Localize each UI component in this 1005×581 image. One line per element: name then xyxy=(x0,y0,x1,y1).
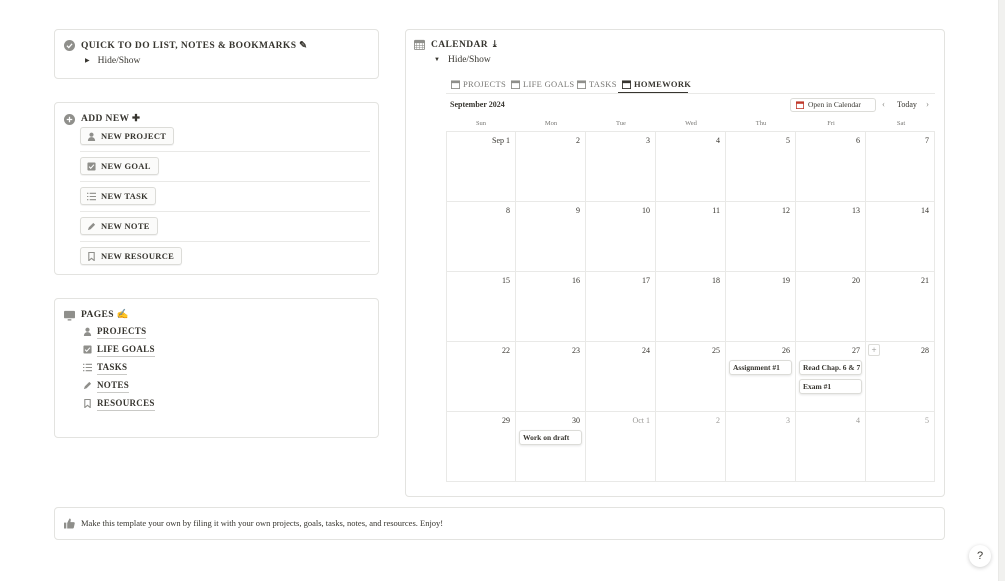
calendar-day-number: 6 xyxy=(856,136,860,145)
divider xyxy=(80,181,370,182)
plus-circle-icon xyxy=(64,114,75,125)
new-project-button[interactable] xyxy=(80,127,174,145)
add-event-plus-icon[interactable]: + xyxy=(868,344,880,356)
tab-label: PROJECTS xyxy=(463,79,507,89)
calendar-day-number: 5 xyxy=(786,136,790,145)
calendar-day-number: 25 xyxy=(712,346,720,355)
page-link-label: NOTES xyxy=(97,378,129,393)
dow-label: Wed xyxy=(685,120,697,127)
dow-label: Tue xyxy=(616,120,626,127)
tabs-divider xyxy=(446,93,935,94)
event-read-chapter[interactable]: Read Chap. 6 & 7 xyxy=(799,360,862,375)
calendar-day-number: 30 xyxy=(572,416,580,425)
calendar-day-cell[interactable] xyxy=(796,272,866,342)
bookmark-icon xyxy=(83,399,92,408)
calendar-day-number: 10 xyxy=(642,206,650,215)
calendar-day-cell[interactable] xyxy=(586,412,656,482)
calendar-day-cell[interactable] xyxy=(866,272,935,342)
calendar-day-cell[interactable] xyxy=(446,412,516,482)
calendar-icon xyxy=(511,80,520,89)
divider xyxy=(80,211,370,212)
tab-label: LIFE GOALS xyxy=(523,79,575,89)
calendar-day-number: Oct 1 xyxy=(632,416,650,425)
thumbs-up-icon xyxy=(64,518,75,529)
dow-label: Sun xyxy=(475,120,487,127)
calendar-icon xyxy=(577,80,586,89)
toggle-label: Hide/Show xyxy=(447,55,491,65)
calendar-day-number: 26 xyxy=(782,346,790,355)
person-icon xyxy=(87,132,96,141)
calendar-day-number: 16 xyxy=(572,276,580,285)
calendar-day-number: 3 xyxy=(786,416,790,425)
page-link-label: LIFE GOALS xyxy=(97,342,155,357)
footer-text: Make this template your own by filing it with your own projects, goals, tasks, notes, and resources. Enjoy! xyxy=(81,518,444,528)
new-task-button[interactable] xyxy=(80,187,156,205)
toggle-triangle-down-icon: ▼ xyxy=(434,57,440,63)
checkbox-icon xyxy=(83,345,92,354)
calendar-day-cell[interactable] xyxy=(656,202,726,272)
calendar-month-label: September 2024 xyxy=(450,100,505,109)
prev-month-icon[interactable]: ‹ xyxy=(882,99,885,109)
help-button[interactable]: ? xyxy=(969,545,991,567)
calendar-day-number: 22 xyxy=(502,346,510,355)
calendar-day-cell[interactable] xyxy=(516,272,586,342)
calendar-day-cell[interactable] xyxy=(866,412,935,482)
calendar-day-cell[interactable] xyxy=(726,202,796,272)
calendar-day-cell[interactable] xyxy=(866,202,935,272)
new-resource-button[interactable] xyxy=(80,247,182,265)
calendar-day-number: 21 xyxy=(921,276,929,285)
monitor-icon xyxy=(64,310,75,321)
pages-title: PAGES ✍ xyxy=(81,310,129,320)
calendar-day-number: 19 xyxy=(782,276,790,285)
calendar-toggle[interactable] xyxy=(434,55,491,65)
calendar-day-cell[interactable] xyxy=(796,202,866,272)
calendar-day-cell[interactable] xyxy=(656,342,726,412)
list-icon xyxy=(87,192,96,201)
calendar-day-number: 28 xyxy=(921,346,929,355)
calendar-day-number: 11 xyxy=(712,206,720,215)
calendar-day-cell[interactable] xyxy=(656,412,726,482)
calendar-day-number: 7 xyxy=(925,136,929,145)
calendar-day-cell[interactable] xyxy=(446,342,516,412)
quick-todo-card xyxy=(54,29,379,79)
tab-label: TASKS xyxy=(589,79,617,89)
calendar-day-number: 3 xyxy=(646,136,650,145)
divider xyxy=(80,151,370,152)
calendar-day-cell[interactable] xyxy=(726,342,796,412)
calendar-day-number: 29 xyxy=(502,416,510,425)
new-goal-button[interactable] xyxy=(80,157,159,175)
event-exam[interactable]: Exam #1 xyxy=(799,379,862,394)
next-month-icon[interactable]: › xyxy=(926,99,929,109)
add-new-card xyxy=(54,102,379,275)
new-note-label: NEW NOTE xyxy=(101,221,150,231)
scrollbar-track[interactable] xyxy=(998,0,1005,581)
page-link-label: TASKS xyxy=(97,360,127,375)
new-project-label: NEW PROJECT xyxy=(101,131,167,141)
calendar-day-cell[interactable] xyxy=(796,132,866,202)
calendar-day-number: 15 xyxy=(502,276,510,285)
calendar-day-cell[interactable] xyxy=(446,272,516,342)
new-task-label: NEW TASK xyxy=(101,191,149,201)
toggle-triangle-icon: ▶ xyxy=(85,58,90,64)
calendar-day-cell[interactable] xyxy=(586,202,656,272)
calendar-day-cell[interactable] xyxy=(796,412,866,482)
dow-label: Sat xyxy=(896,120,906,127)
checkbox-icon xyxy=(87,162,96,171)
bookmark-icon xyxy=(87,252,96,261)
calendar-day-number: 20 xyxy=(852,276,860,285)
page-link-label: RESOURCES xyxy=(97,396,155,411)
calendar-day-cell[interactable] xyxy=(516,412,586,482)
new-resource-label: NEW RESOURCE xyxy=(101,251,175,261)
open-in-calendar-button[interactable] xyxy=(790,98,876,112)
calendar-day-cell[interactable] xyxy=(446,132,516,202)
dow-label: Thu xyxy=(755,120,767,127)
calendar-day-number: 27 xyxy=(852,346,860,355)
calendar-day-cell[interactable] xyxy=(446,202,516,272)
calendar-grid xyxy=(446,131,935,481)
add-new-title: ADD NEW ✚ xyxy=(81,114,141,124)
calendar-day-number: 4 xyxy=(856,416,860,425)
calendar-day-cell[interactable] xyxy=(516,342,586,412)
calendar-day-cell[interactable] xyxy=(656,272,726,342)
calendar-day-cell[interactable] xyxy=(516,202,586,272)
calendar-day-number: 2 xyxy=(576,136,580,145)
calendar-day-cell[interactable] xyxy=(586,342,656,412)
pencil-icon xyxy=(83,381,92,390)
calendar-icon xyxy=(622,80,631,89)
calendar-day-cell[interactable] xyxy=(726,132,796,202)
tab-label: HOMEWORK xyxy=(634,79,692,89)
calendar-day-number: 8 xyxy=(506,206,510,215)
pages-card xyxy=(54,298,379,438)
check-circle-icon xyxy=(64,40,75,51)
calendar-day-cell[interactable] xyxy=(866,132,935,202)
new-goal-label: NEW GOAL xyxy=(101,161,151,171)
page-link-label: PROJECTS xyxy=(97,324,146,339)
calendar-day-number: 17 xyxy=(642,276,650,285)
calendar-day-number: 13 xyxy=(852,206,860,215)
calendar-icon xyxy=(451,80,460,89)
calendar-day-cell[interactable] xyxy=(796,342,866,412)
pencil-icon xyxy=(87,222,96,231)
calendar-day-number: 12 xyxy=(782,206,790,215)
dow-label: Fri xyxy=(827,120,835,127)
calendar-title: CALENDAR ⤓ xyxy=(431,40,500,50)
calendar-day-number: 23 xyxy=(572,346,580,355)
calendar-day-number: 14 xyxy=(921,206,929,215)
calendar-icon xyxy=(796,101,804,109)
calendar-day-cell[interactable] xyxy=(586,272,656,342)
calendar-day-cell[interactable] xyxy=(726,272,796,342)
open-in-calendar-label: Open in Calendar xyxy=(808,100,861,109)
dow-label: Mon xyxy=(544,120,558,127)
today-button[interactable]: Today xyxy=(897,100,917,109)
calendar-day-cell[interactable] xyxy=(656,132,726,202)
toggle-label: Hide/Show xyxy=(97,56,141,66)
event-work-on-draft[interactable]: Work on draft xyxy=(519,430,582,445)
calendar-day-number: 9 xyxy=(576,206,580,215)
quick-todo-title: QUICK TO DO LIST, NOTES & BOOKMARKS ✎ xyxy=(81,41,308,51)
calendar-day-number: 4 xyxy=(716,136,720,145)
new-note-button[interactable] xyxy=(80,217,158,235)
calendar-icon xyxy=(414,39,425,50)
person-icon xyxy=(83,327,92,336)
calendar-day-number: 5 xyxy=(925,416,929,425)
calendar-day-cell[interactable] xyxy=(516,132,586,202)
divider xyxy=(80,241,370,242)
calendar-day-cell[interactable] xyxy=(726,412,796,482)
calendar-day-number: 18 xyxy=(712,276,720,285)
calendar-day-cell[interactable] xyxy=(586,132,656,202)
calendar-day-number: Sep 1 xyxy=(492,136,510,145)
calendar-day-number: 24 xyxy=(642,346,650,355)
event-assignment[interactable]: Assignment #1 xyxy=(729,360,792,375)
list-icon xyxy=(83,363,92,372)
quick-todo-toggle[interactable] xyxy=(85,56,140,66)
calendar-day-number: 2 xyxy=(716,416,720,425)
footer-card xyxy=(54,507,945,540)
